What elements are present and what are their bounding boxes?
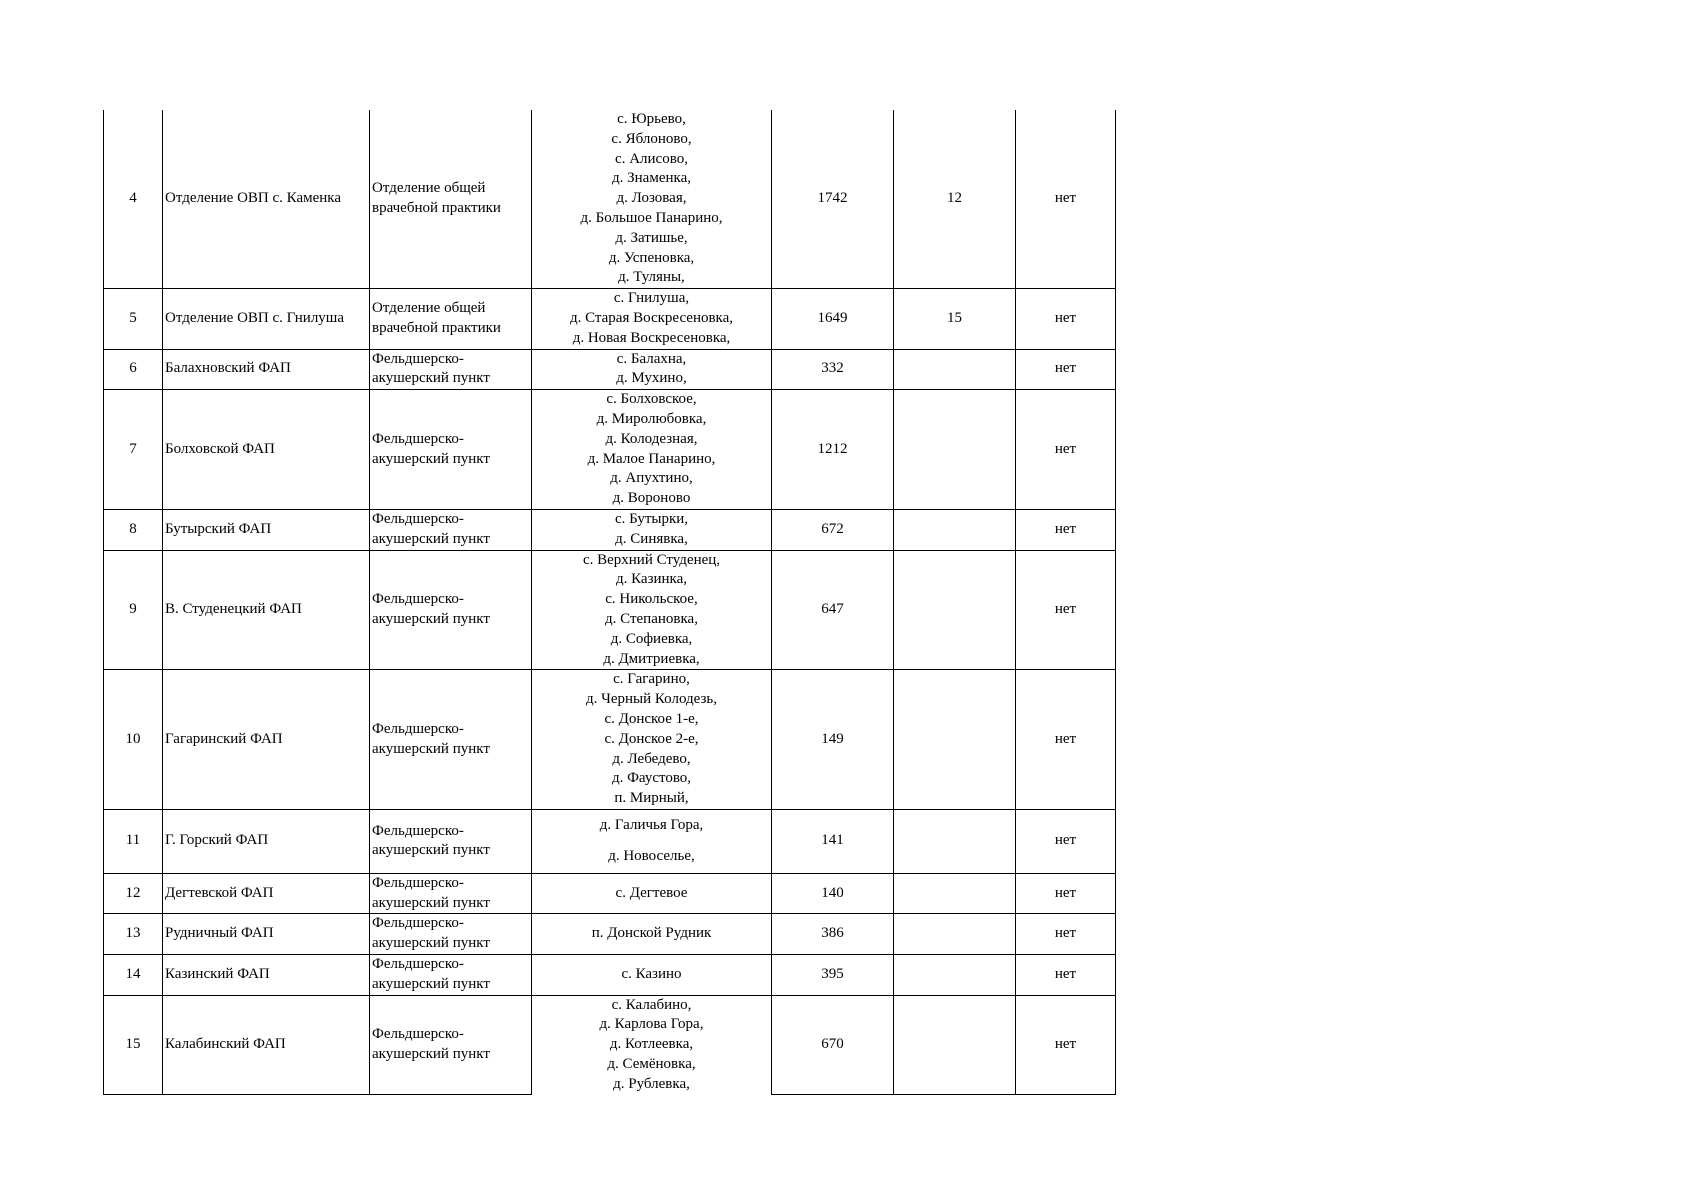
facility-type-cell: Фельдшерско-акушерский пункт	[370, 349, 532, 390]
row-number-cell: 7	[104, 390, 163, 510]
population-cell: 395	[772, 955, 894, 996]
settlement-name: д. Знаменка,	[612, 170, 691, 187]
row-number-cell: 9	[104, 550, 163, 670]
row-number-cell: 14	[104, 955, 163, 996]
settlements-cell	[532, 873, 772, 914]
table-row	[104, 955, 1116, 996]
flag-cell: нет	[1016, 110, 1116, 289]
settlement-name: д. Старая Воскресеновка,	[569, 309, 734, 326]
staff-count-cell	[894, 550, 1016, 670]
facility-type-cell: Фельдшерско-акушерский пункт	[370, 995, 532, 1094]
population-cell: 1649	[772, 289, 894, 349]
facility-name-cell: Отделение ОВП с. Гнилуша	[163, 289, 370, 349]
settlement-name: д. Мухино,	[616, 370, 687, 387]
facility-type-cell: Отделение общей врачебной практики	[370, 289, 532, 349]
table-row	[104, 349, 1116, 390]
table-row	[104, 110, 1116, 289]
settlements-cell	[532, 289, 772, 349]
facility-type-cell: Фельдшерско-акушерский пункт	[370, 955, 532, 996]
settlement-name: с. Гнилуша,	[613, 290, 690, 307]
facility-type-cell: Фельдшерско-акушерский пункт	[370, 670, 532, 810]
table-row	[104, 670, 1116, 810]
settlement-name: д. Софиевка,	[610, 630, 693, 647]
settlement-name: д. Котлеевка,	[609, 1036, 694, 1053]
row-number-cell: 6	[104, 349, 163, 390]
facility-type-cell: Фельдшерско-акушерский пункт	[370, 550, 532, 670]
population-cell: 332	[772, 349, 894, 390]
settlements-cell	[532, 110, 772, 289]
table-row	[104, 289, 1116, 349]
settlement-name: д. Затишье,	[615, 229, 688, 246]
staff-count-cell	[894, 670, 1016, 810]
flag-cell: нет	[1016, 670, 1116, 810]
facilities-table	[103, 110, 1116, 1095]
flag-cell: нет	[1016, 509, 1116, 550]
settlement-name: д. Колодезная,	[605, 430, 698, 447]
facility-name-cell: Казинский ФАП	[163, 955, 370, 996]
row-number-cell: 15	[104, 995, 163, 1094]
table-row	[104, 995, 1116, 1094]
staff-count-cell: 12	[894, 110, 1016, 289]
population-cell: 140	[772, 873, 894, 914]
staff-count-cell	[894, 509, 1016, 550]
settlements-cell	[532, 390, 772, 510]
staff-count-cell	[894, 873, 1016, 914]
facility-name-cell: Отделение ОВП с. Каменка	[163, 110, 370, 289]
settlement-name: с. Верхний Студенец,	[582, 551, 721, 568]
facility-name-cell: Болховской ФАП	[163, 390, 370, 510]
settlement-name: с. Алисово,	[615, 150, 688, 167]
flag-cell: нет	[1016, 914, 1116, 955]
population-cell: 141	[772, 809, 894, 873]
flag-cell: нет	[1016, 995, 1116, 1094]
table-row	[104, 809, 1116, 873]
table-row	[104, 390, 1116, 510]
settlement-name: д. Дмитриевка,	[603, 650, 700, 667]
settlement-name: д. Галичья Гора,	[599, 816, 704, 833]
facility-name-cell: Бутырский ФАП	[163, 509, 370, 550]
facility-name-cell: В. Студенецкий ФАП	[163, 550, 370, 670]
settlement-gap	[534, 835, 769, 847]
settlement-name: д. Апухтино,	[610, 470, 693, 487]
settlements-cell	[532, 955, 772, 996]
settlement-name: д. Степановка,	[605, 610, 698, 627]
settlement-name: д. Карлова Гора,	[599, 1016, 704, 1033]
flag-cell: нет	[1016, 809, 1116, 873]
settlement-name: д. Вороново	[612, 490, 691, 507]
facility-name-cell: Г. Горский ФАП	[163, 809, 370, 873]
settlements-cell	[532, 995, 772, 1094]
settlement-name: д. Рублевка,	[613, 1075, 690, 1092]
flag-cell: нет	[1016, 349, 1116, 390]
table-row	[104, 509, 1116, 550]
settlement-name: д. Миролюбовка,	[596, 410, 707, 427]
flag-cell: нет	[1016, 873, 1116, 914]
table-body	[104, 110, 1116, 1095]
settlement-name: с. Донское 2-е,	[604, 730, 699, 747]
settlement-name: д. Лебедево,	[612, 750, 691, 767]
table-row	[104, 873, 1116, 914]
population-cell: 386	[772, 914, 894, 955]
settlement-name: д. Туляны,	[618, 269, 685, 286]
settlement-name: д. Фаустово,	[611, 770, 692, 787]
settlement-name: д. Новая Воскресеновка,	[572, 329, 731, 346]
flag-cell: нет	[1016, 289, 1116, 349]
settlement-name: д. Новоселье,	[608, 848, 695, 865]
settlement-name: д. Лозовая,	[616, 190, 687, 207]
staff-count-cell	[894, 995, 1016, 1094]
settlement-name: с. Дегтевое	[615, 884, 688, 901]
settlement-name: с. Юрьево,	[617, 111, 686, 127]
table-row	[104, 550, 1116, 670]
settlement-name: с. Донское 1-е,	[604, 710, 699, 727]
facility-name-cell: Рудничный ФАП	[163, 914, 370, 955]
staff-count-cell: 15	[894, 289, 1016, 349]
settlements-cell	[532, 670, 772, 810]
settlement-name: с. Гагарино,	[613, 671, 690, 688]
facility-type-cell: Фельдшерско-акушерский пункт	[370, 809, 532, 873]
staff-count-cell	[894, 809, 1016, 873]
facility-type-cell: Фельдшерско-акушерский пункт	[370, 390, 532, 510]
staff-count-cell	[894, 349, 1016, 390]
row-number-cell: 8	[104, 509, 163, 550]
row-number-cell: 13	[104, 914, 163, 955]
settlement-name: д. Черный Колодезь,	[585, 691, 718, 708]
facility-name-cell: Балахновский ФАП	[163, 349, 370, 390]
settlements-cell	[532, 509, 772, 550]
settlement-name: д. Малое Панарино,	[587, 450, 716, 467]
settlement-name: с. Болховское,	[606, 391, 697, 408]
settlement-name: п. Мирный,	[614, 790, 689, 807]
settlements-cell	[532, 809, 772, 873]
document-sheet	[103, 110, 1115, 1095]
facility-name-cell: Дегтевской ФАП	[163, 873, 370, 914]
population-cell: 672	[772, 509, 894, 550]
staff-count-cell	[894, 390, 1016, 510]
settlement-name: д. Успеновка,	[608, 249, 695, 266]
row-number-cell: 5	[104, 289, 163, 349]
settlement-name: с. Балахна,	[616, 350, 687, 367]
row-number-cell: 11	[104, 809, 163, 873]
settlement-name: д. Большое Панарино,	[580, 209, 723, 226]
facility-type-cell: Отделение общей врачебной практики	[370, 110, 532, 289]
settlement-name: п. Донской Рудник	[591, 925, 712, 942]
population-cell: 670	[772, 995, 894, 1094]
settlement-name: д. Казинка,	[615, 571, 688, 588]
flag-cell: нет	[1016, 390, 1116, 510]
staff-count-cell	[894, 955, 1016, 996]
row-number-cell: 10	[104, 670, 163, 810]
settlement-name: с. Бутырки,	[614, 510, 689, 527]
settlement-name: с. Яблоново,	[611, 130, 692, 147]
settlement-name: с. Никольское,	[605, 591, 698, 608]
settlements-cell	[532, 349, 772, 390]
settlement-name: с. Казино	[621, 965, 682, 982]
population-cell: 149	[772, 670, 894, 810]
facility-name-cell: Калабинский ФАП	[163, 995, 370, 1094]
row-number-cell: 12	[104, 873, 163, 914]
population-cell: 1212	[772, 390, 894, 510]
row-number-cell: 4	[104, 110, 163, 289]
staff-count-cell	[894, 914, 1016, 955]
population-cell: 647	[772, 550, 894, 670]
population-cell: 1742	[772, 110, 894, 289]
facility-name-cell: Гагаринский ФАП	[163, 670, 370, 810]
flag-cell: нет	[1016, 550, 1116, 670]
settlement-name: д. Синявка,	[615, 530, 688, 547]
facility-type-cell: Фельдшерско-акушерский пункт	[370, 873, 532, 914]
settlement-name: д. Семёновка,	[607, 1056, 696, 1073]
table-row	[104, 914, 1116, 955]
facility-type-cell: Фельдшерско-акушерский пункт	[370, 914, 532, 955]
facility-type-cell: Фельдшерско-акушерский пункт	[370, 509, 532, 550]
settlements-cell	[532, 550, 772, 670]
settlement-name: с. Калабино,	[611, 996, 692, 1013]
settlements-cell	[532, 914, 772, 955]
flag-cell: нет	[1016, 955, 1116, 996]
